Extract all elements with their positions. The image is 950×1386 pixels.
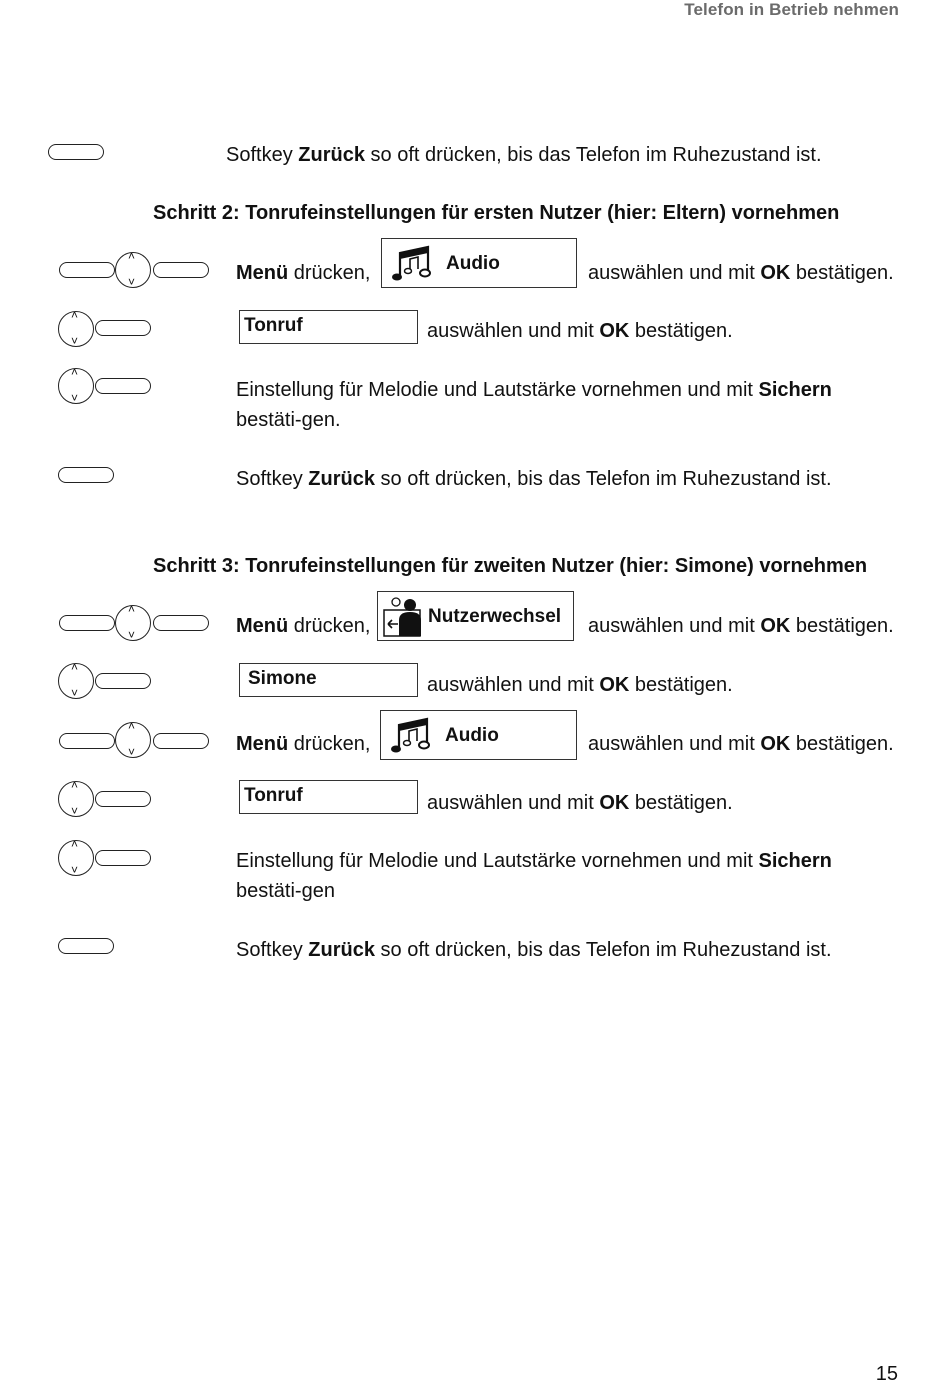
instruction-menu: Menü drücken, bbox=[236, 262, 371, 284]
nav-key-icon bbox=[58, 781, 94, 817]
instruction-menu: Menü drücken, bbox=[236, 733, 371, 755]
softkey-right-icon bbox=[153, 262, 209, 278]
step3-heading: Schritt 3: Tonrufeinstellungen für zweiten Nutzer (hier: Simone) vornehmen bbox=[153, 555, 868, 577]
display-label: Tonruf bbox=[244, 785, 303, 806]
display-label: Audio bbox=[445, 725, 499, 746]
step2-heading: Schritt 2: Tonrufeinstellungen für ersten Nutzer (hier: Eltern) vornehmen bbox=[153, 202, 840, 224]
softkey-icon bbox=[58, 938, 114, 954]
softkey-right-icon bbox=[95, 378, 151, 394]
display-audio bbox=[380, 710, 577, 760]
instruction-select-ok: auswählen und mit OK bestätigen. bbox=[427, 674, 733, 696]
display-simone bbox=[239, 663, 418, 697]
display-label: Tonruf bbox=[244, 315, 303, 336]
nav-key-icon bbox=[58, 311, 94, 347]
instruction-select-ok: auswählen und mit OK bestätigen. bbox=[588, 262, 894, 284]
softkey-right-icon bbox=[153, 733, 209, 749]
instruction-softkey-back: Softkey Zurück so oft drücken, bis das Telefon im Ruhezustand ist. bbox=[226, 144, 822, 166]
nav-key-icon bbox=[115, 722, 151, 758]
nav-key-icon bbox=[58, 840, 94, 876]
softkey-icon bbox=[58, 467, 114, 483]
nav-key-icon bbox=[115, 605, 151, 641]
page-header: Telefon in Betrieb nehmen bbox=[684, 0, 899, 19]
softkey-right-icon bbox=[95, 791, 151, 807]
display-tonruf bbox=[239, 780, 418, 814]
instruction-settings: Einstellung für Melodie und Lautstärke vornehmen und mit Sichern bestäti-gen bbox=[236, 850, 832, 902]
display-label: Nutzerwechsel bbox=[428, 606, 562, 627]
instruction-select-ok: auswählen und mit OK bestätigen. bbox=[427, 792, 733, 814]
instruction-settings: Einstellung für Melodie und Lautstärke vornehmen und mit Sichern bestäti-gen. bbox=[236, 379, 832, 431]
display-tonruf bbox=[239, 310, 418, 344]
display-label: Simone bbox=[248, 668, 317, 689]
nav-key-icon bbox=[115, 252, 151, 288]
user-switch-icon bbox=[382, 596, 426, 638]
instruction-select-ok: auswählen und mit OK bestätigen. bbox=[588, 733, 894, 755]
softkey-right-icon bbox=[95, 320, 151, 336]
softkey-left-icon bbox=[59, 262, 115, 278]
display-nutzerwechsel bbox=[377, 591, 574, 641]
instruction-softkey-back: Softkey Zurück so oft drücken, bis das Telefon im Ruhezustand ist. bbox=[236, 468, 832, 490]
nav-key-icon bbox=[58, 368, 94, 404]
softkey-icon bbox=[48, 144, 104, 160]
instruction-select-ok: auswählen und mit OK bestätigen. bbox=[427, 320, 733, 342]
instruction-menu: Menü drücken, bbox=[236, 615, 371, 637]
softkey-left-icon bbox=[59, 733, 115, 749]
display-audio bbox=[381, 238, 577, 288]
page-number: 15 bbox=[875, 1363, 898, 1385]
softkey-right-icon bbox=[153, 615, 209, 631]
instruction-softkey-back: Softkey Zurück so oft drücken, bis das Telefon im Ruhezustand ist. bbox=[236, 939, 832, 961]
music-notes-icon bbox=[390, 243, 434, 283]
softkey-left-icon bbox=[59, 615, 115, 631]
softkey-right-icon bbox=[95, 673, 151, 689]
instruction-select-ok: auswählen und mit OK bestätigen. bbox=[588, 615, 894, 637]
display-label: Audio bbox=[446, 253, 500, 274]
softkey-right-icon bbox=[95, 850, 151, 866]
nav-key-icon bbox=[58, 663, 94, 699]
music-notes-icon bbox=[389, 715, 433, 755]
